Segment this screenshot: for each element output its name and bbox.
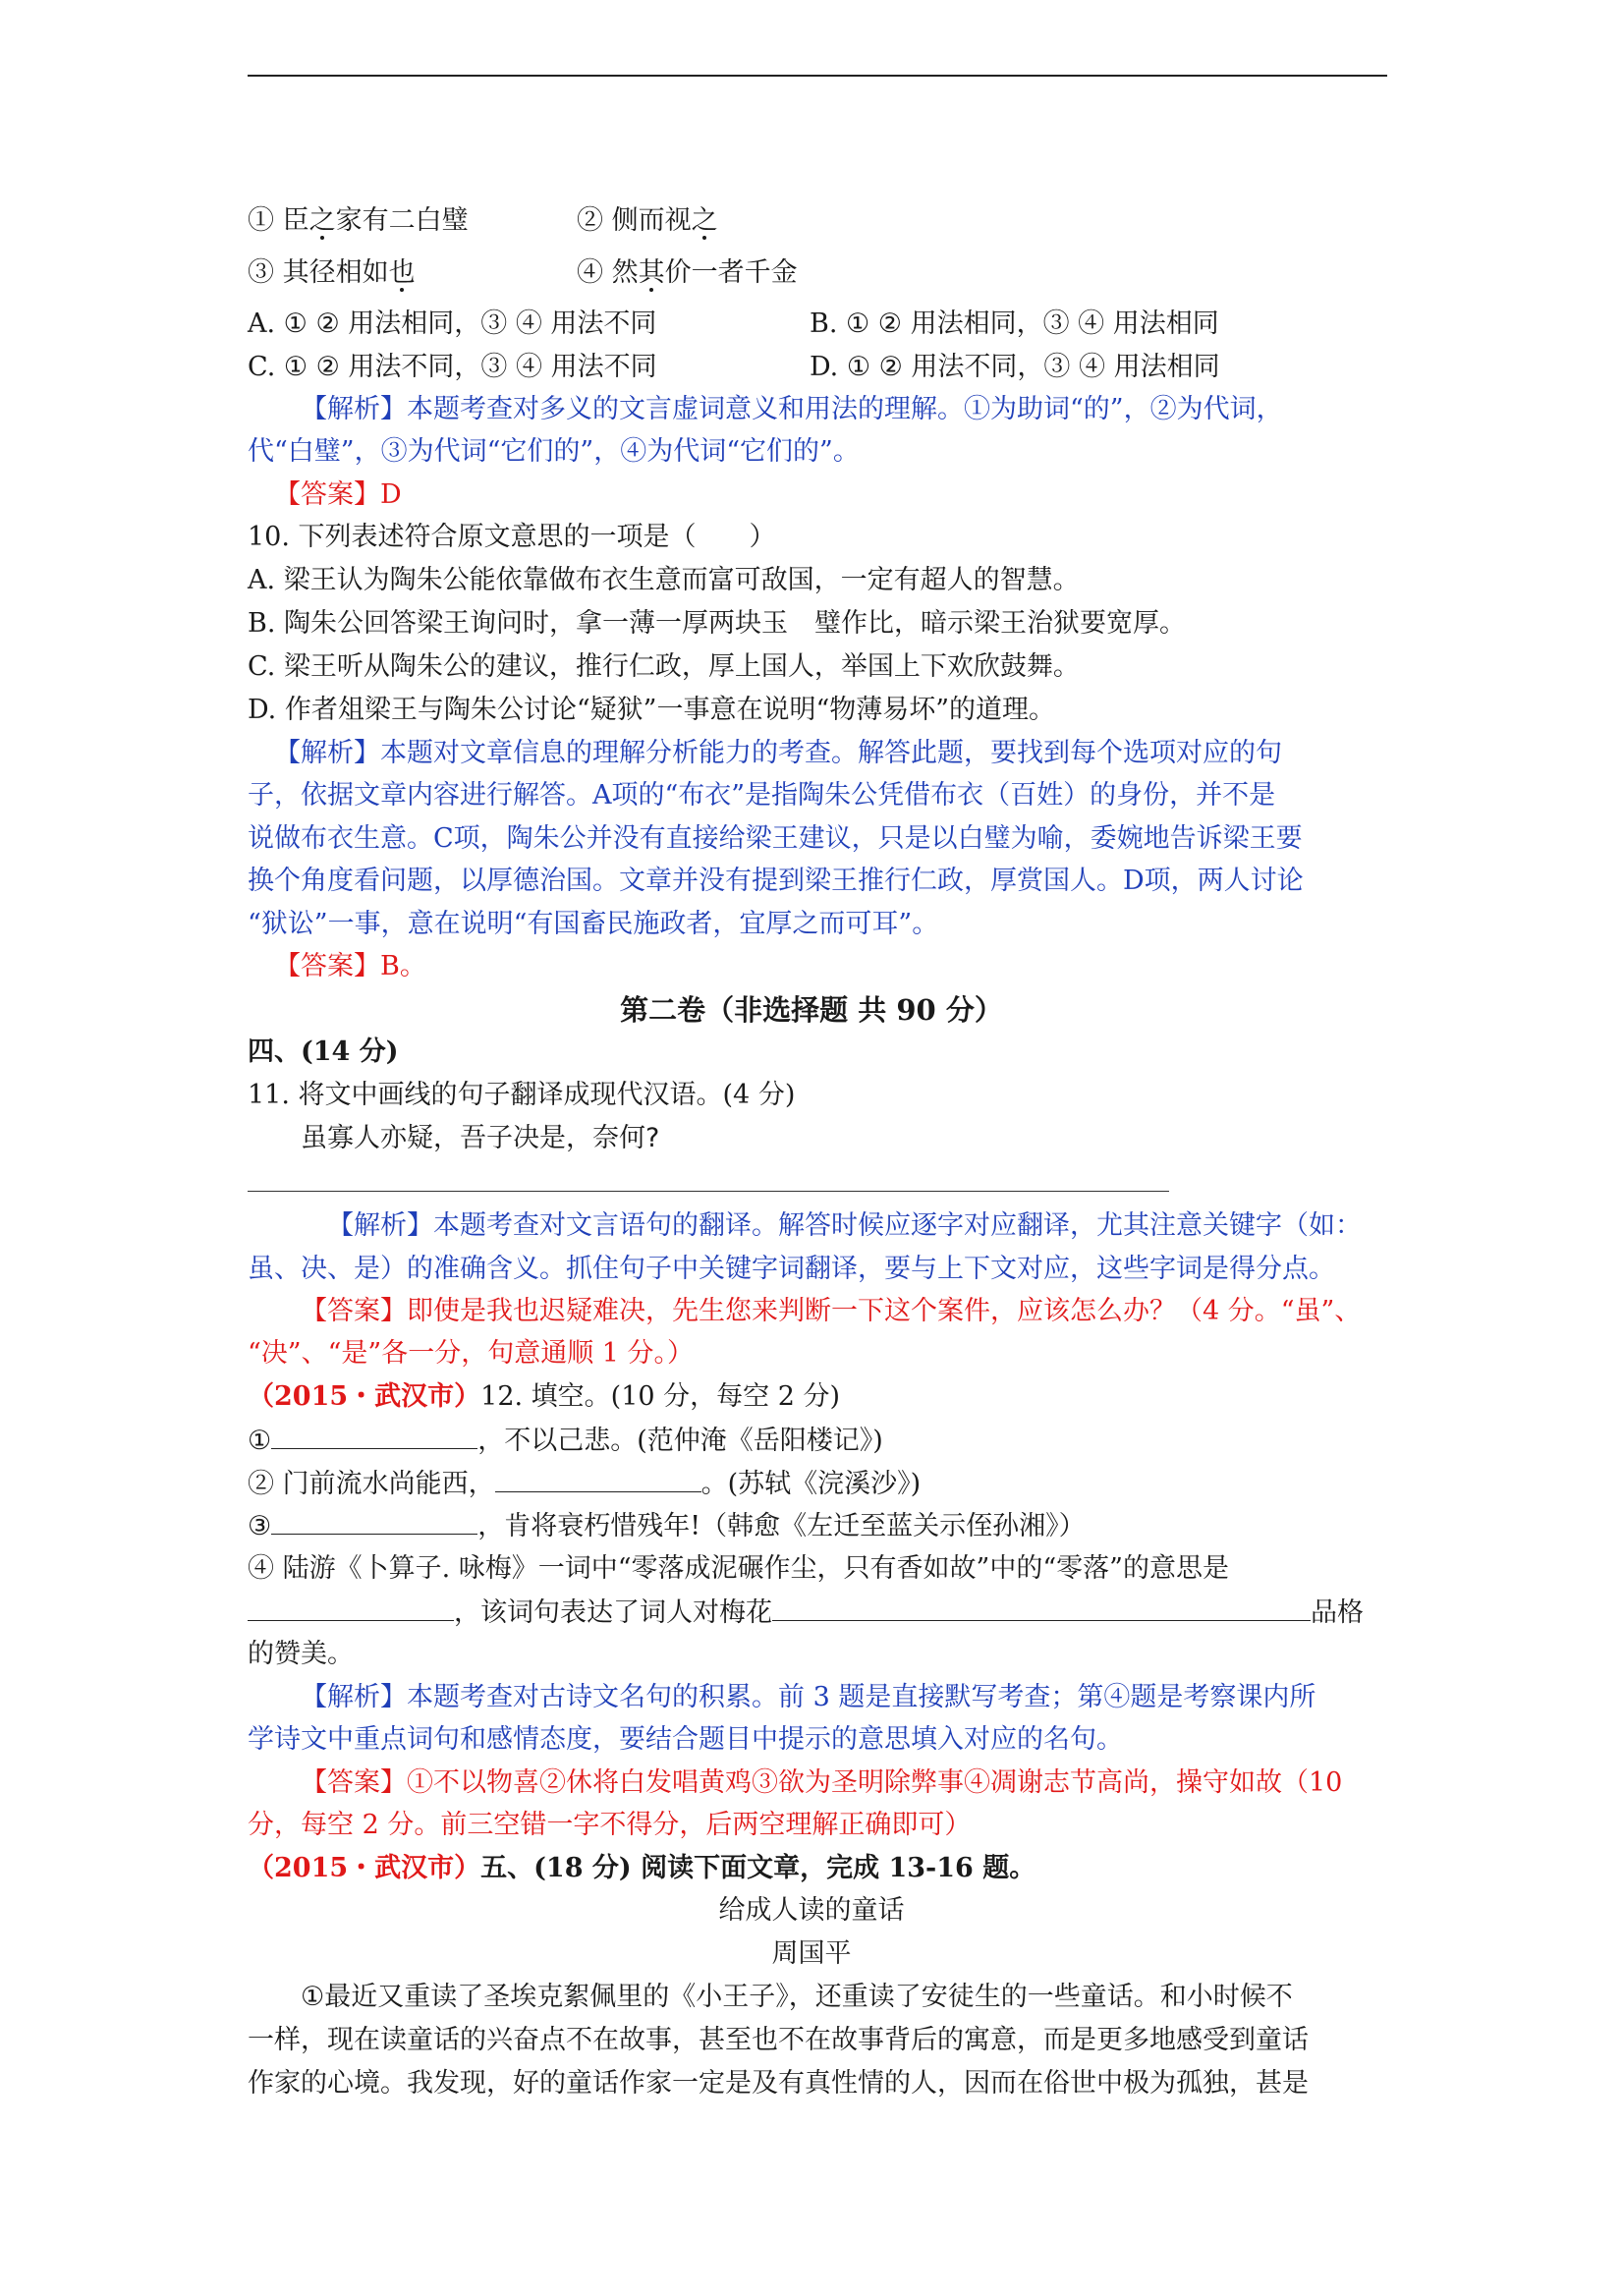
- header-rule: [248, 75, 1387, 77]
- source-tag: （2015・武汉市）: [248, 1381, 481, 1412]
- q11-analysis: 【解析】本题考查对文言语句的翻译。解答时候应逐字对应翻译，尤其注意关键字（如：: [327, 1210, 1362, 1241]
- q11-answer-cont: “决”、“是”各一分，句意通顺 1 分。）: [248, 1338, 695, 1369]
- q12-line-3: ③ ，肯将衰朽惜残年!（韩愈《左迁至蓝关示侄孙湘》）: [248, 1506, 1086, 1546]
- q12-analysis: 【解析】本题考查对古诗文名句的积累。前 3 题是直接默写考查；第④题是考察课内所: [301, 1682, 1316, 1712]
- q10-analysis-cont: 子，依据文章内容进行解答。A项的“布衣”是指陶朱公凭借布衣（百姓）的身份，并不是: [248, 780, 1276, 811]
- fill-blank: [271, 1421, 477, 1449]
- q10-choice-a: A. 梁王认为陶朱公能依靠做布衣生意而富可敌国，一定有超人的智慧。: [248, 565, 1080, 595]
- article-paragraph: ①最近又重读了圣埃克絮佩里的《小王子》，还重读了安徒生的一些童话。和小时候不: [301, 1982, 1293, 2012]
- source-tag: （2015・武汉市）: [248, 1853, 481, 1883]
- section5-heading: （2015・武汉市）五、(18 分) 阅读下面文章，完成 13-16 题。: [248, 1853, 1036, 1883]
- answer-blank-line: [248, 1191, 1169, 1192]
- q10-analysis-cont: “狱讼”一事，意在说明“有国畜民施政者，宜厚之而可耳”。: [248, 909, 939, 939]
- q12-answer: 【答案】①不以物喜②休将白发唱黄鸡③欲为圣明除弊事④凋谢志节高尚，操守如故（10: [301, 1767, 1343, 1798]
- q10-stem: 10. 下列表述符合原文意思的一项是（ ）: [248, 522, 776, 552]
- fill-blank: [772, 1593, 1311, 1621]
- q10-choice-d: D. 作者俎梁王与陶朱公讨论“疑狱”一事意在说明“物薄易坏”的道理。: [248, 695, 1056, 725]
- emphasis-dot: 之: [691, 205, 718, 236]
- q11-answer: 【答案】即使是我也迟疑难决，先生您来判断一下这个案件，应该怎么办？（4 分。“虽”、: [301, 1296, 1362, 1326]
- q12-stem: （2015・武汉市）12. 填空。(10 分，每空 2 分): [248, 1381, 841, 1412]
- q11-sentence: 虽寡人亦疑，吾子决是，奈何?: [301, 1123, 660, 1153]
- fill-blank: [495, 1464, 701, 1492]
- article-author: 周国平: [771, 1938, 852, 1969]
- fill-blank: [248, 1593, 454, 1621]
- q9-choice-c: C. ① ② 用法不同，③ ④ 用法不同: [248, 352, 657, 382]
- q9-choice-b: B. ① ② 用法相同，③ ④ 用法相同: [810, 308, 1219, 339]
- q9-choice-a: A. ① ② 用法相同，③ ④ 用法不同: [248, 308, 657, 339]
- q9-option-2: ② 侧而视之: [577, 205, 718, 236]
- q9-analysis-cont: 代“白璧”，③为代词“它们的”，④为代词“它们的”。: [248, 436, 860, 467]
- q9-option-4: ④ 然其价一者千金: [577, 257, 798, 288]
- q10-choice-b: B. 陶朱公回答梁王询问时，拿一薄一厚两块玉 璧作比，暗示梁王治狱要宽厚。: [248, 608, 1187, 639]
- q10-analysis: 【解析】本题对文章信息的理解分析能力的考查。解答此题，要找到每个选项对应的句: [274, 738, 1282, 768]
- q9-option-1: ① 臣之家有二白璧: [248, 205, 469, 236]
- q12-line-5: ，该词句表达了词人对梅花 品格: [248, 1593, 1364, 1633]
- q9-analysis: 【解析】本题考查对多义的文言虚词意义和用法的理解。①为助词“的”，②为代词，: [301, 394, 1283, 424]
- q12-answer-cont: 分，每空 2 分。前三空错一字不得分，后两空理解正确即可）: [248, 1810, 972, 1840]
- section4-heading: 四、(14 分): [248, 1036, 399, 1067]
- q11-analysis-cont: 虽、决、是）的准确含义。抓住句子中关键字词翻译，要与上下文对应，这些字词是得分点。: [248, 1254, 1335, 1284]
- part2-title: 第二卷（非选择题 共 90 分）: [620, 993, 1003, 1027]
- q12-line-1: ① ，不以己悲。(范仲淹《岳阳楼记》): [248, 1421, 883, 1461]
- article-paragraph-cont: 作家的心境。我发现，好的童话作家一定是及有真性情的人，因而在俗世中极为孤独，甚是: [248, 2068, 1309, 2099]
- q10-choice-c: C. 梁王听从陶朱公的建议，推行仁政，厚上国人，举国上下欢欣鼓舞。: [248, 651, 1080, 682]
- emphasis-dot: 其: [638, 257, 665, 288]
- fill-blank: [271, 1506, 477, 1535]
- q12-line-4: ④ 陆游《卜算子. 咏梅》一词中“零落成泥碾作尘，只有香如故”中的“零落”的意思是: [248, 1553, 1229, 1584]
- emphasis-dot: 之: [308, 205, 336, 236]
- q9-choice-d: D. ① ② 用法不同，③ ④ 用法相同: [810, 352, 1220, 382]
- q12-line-6: 的赞美。: [248, 1639, 354, 1669]
- q12-analysis-cont: 学诗文中重点词句和感情态度，要结合题目中提示的意思填入对应的名句。: [248, 1724, 1123, 1755]
- q12-line-2: ② 门前流水尚能西， 。(苏轼《浣溪沙》): [248, 1464, 921, 1504]
- q10-answer: 【答案】B。: [274, 951, 426, 981]
- emphasis-dot: 也: [388, 257, 416, 288]
- q9-option-3: ③ 其径相如也: [248, 257, 416, 288]
- q11-stem: 11. 将文中画线的句子翻译成现代汉语。(4 分): [248, 1080, 796, 1110]
- article-title: 给成人读的童话: [718, 1895, 905, 1926]
- q9-answer: 【答案】D: [274, 479, 402, 510]
- article-paragraph-cont: 一样，现在读童话的兴奋点不在故事，甚至也不在故事背后的寓意，而是更多地感受到童话: [248, 2025, 1309, 2055]
- q10-analysis-cont: 换个角度看问题，以厚德治国。文章并没有提到梁王推行仁政，厚赏国人。D项，两人讨论: [248, 866, 1304, 896]
- q10-analysis-cont: 说做布衣生意。C项，陶朱公并没有直接给梁王建议，只是以白璧为喻，委婉地告诉梁王要: [248, 823, 1303, 854]
